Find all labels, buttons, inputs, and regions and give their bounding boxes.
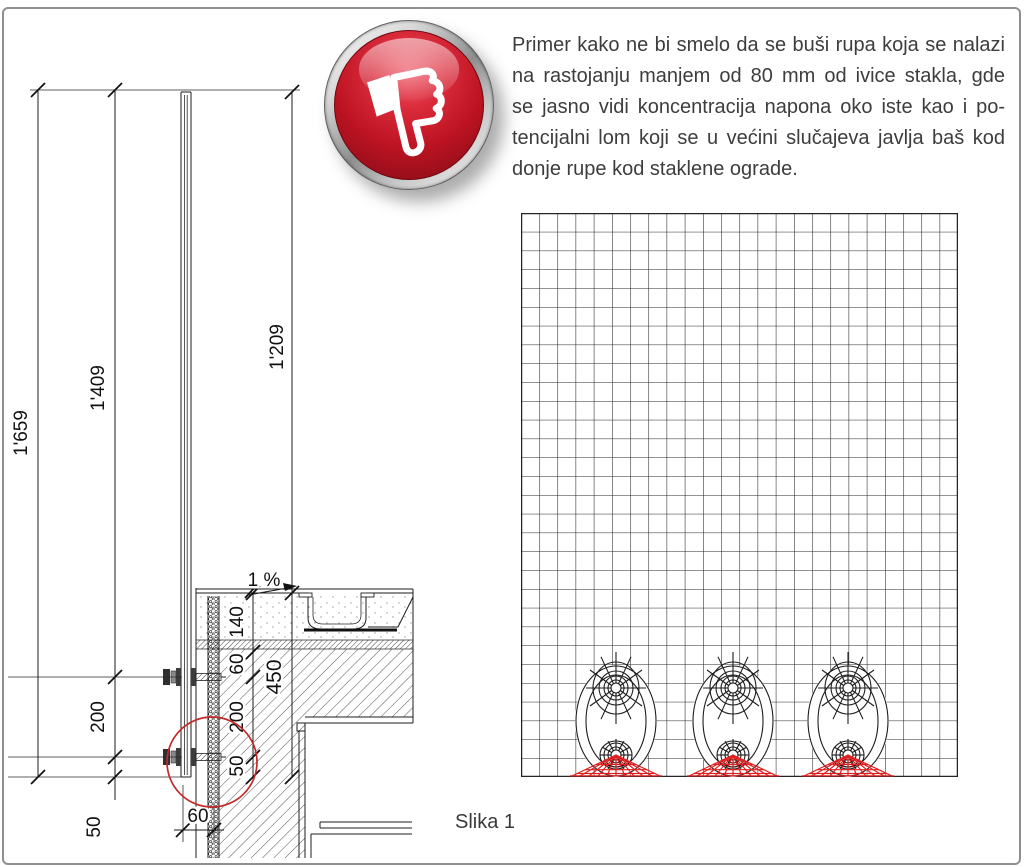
description-line: donje rupe kod staklene ograde. <box>512 158 798 180</box>
dim-label-1409: 1'409 <box>88 365 109 411</box>
dim-label-slab-60: 60 <box>227 653 248 675</box>
description-line: Primer kako ne bi smelo da se buši rupa koja se nalazi <box>512 34 1005 56</box>
slope-label: 1 % <box>247 570 281 591</box>
description-line: tencijalni lom koji se u većini slučajeva javlja baš kod <box>512 127 1005 149</box>
thumbs-down-badge <box>324 20 494 190</box>
glass-panel <box>181 92 191 777</box>
dim-label-slab-200: 200 <box>227 701 248 733</box>
slope-annotation <box>245 570 297 598</box>
thumbs-down-icon <box>351 47 462 169</box>
figure-caption: Slika 1 <box>455 811 516 833</box>
description-line: se jasno vidi koncentracija napona oko iste kao i po- <box>512 96 1005 118</box>
dim-label-total-height: 1'659 <box>11 410 32 456</box>
description-text <box>512 30 1005 185</box>
dim-label-slab-50: 50 <box>227 755 248 777</box>
dim-label-slab-140: 140 <box>227 606 248 638</box>
dimension-labels <box>11 324 288 838</box>
dim-label-200: 200 <box>88 701 109 733</box>
fem-mesh-figure <box>521 213 958 777</box>
description-line: na rastojanju manjem od 80 mm od ivice stakla, gde <box>512 65 1005 87</box>
dim-label-slab-total: 450 <box>263 659 286 695</box>
dim-label-1209: 1'209 <box>267 324 288 370</box>
dim-label-glass-offset: 60 <box>187 806 209 827</box>
dim-label-50: 50 <box>84 816 105 838</box>
